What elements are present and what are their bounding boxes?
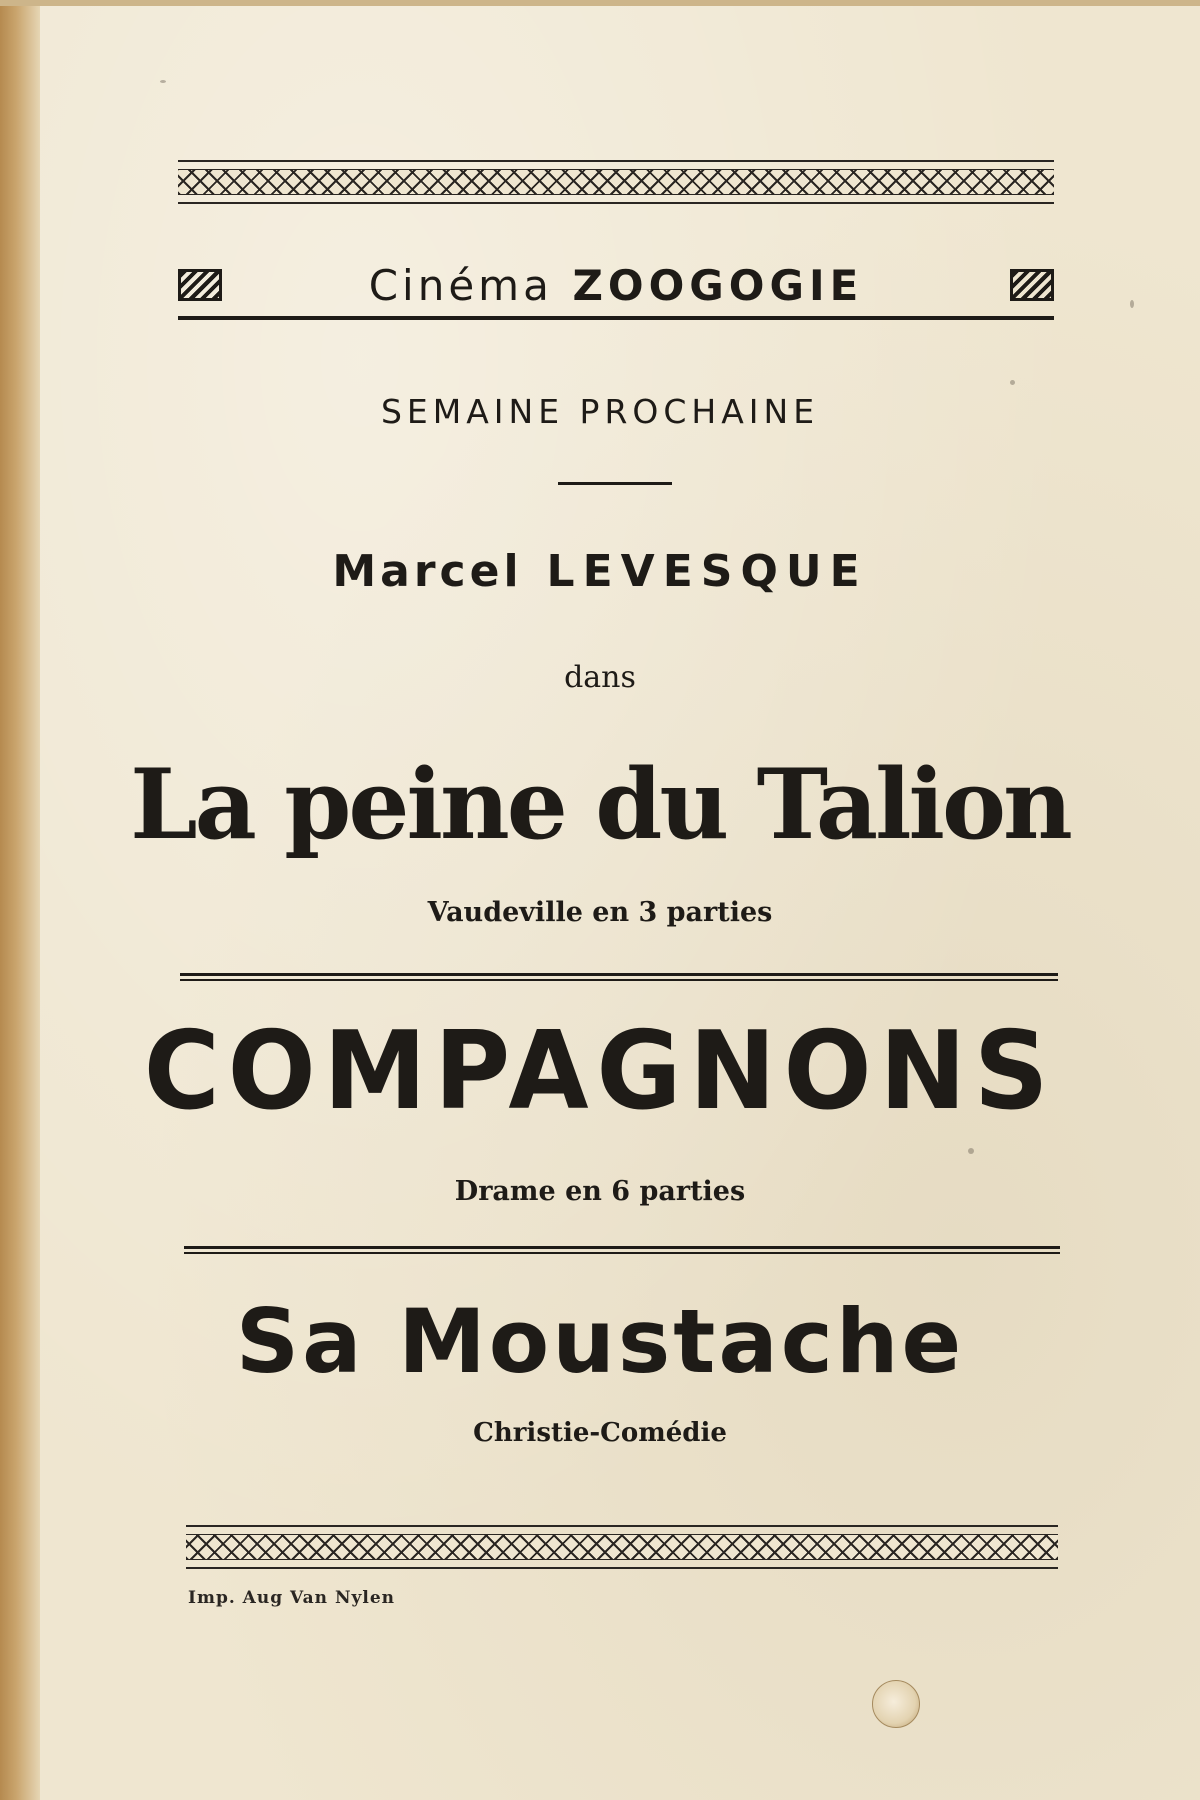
cinema-header xyxy=(178,263,1054,309)
art-nouveau-ornament-icon xyxy=(1010,269,1054,301)
ink-speck xyxy=(968,1148,974,1154)
section-divider xyxy=(180,973,1058,981)
ink-speck xyxy=(1130,300,1134,308)
announcement-heading: SEMAINE PROCHAINE xyxy=(380,392,820,431)
cinema-title xyxy=(369,263,864,309)
ink-speck xyxy=(1010,380,1015,385)
film-subtitle-3: Christie-Comédie xyxy=(473,1418,727,1448)
ornament-pattern xyxy=(186,1534,1058,1560)
header-rule xyxy=(178,316,1054,320)
ornament-pattern xyxy=(178,169,1054,195)
connector-word: dans xyxy=(564,660,636,695)
film-title-3: Sa Moustache xyxy=(235,1290,965,1393)
section-divider xyxy=(184,1246,1060,1254)
art-nouveau-ornament-icon xyxy=(178,269,222,301)
short-divider xyxy=(558,482,672,485)
cinema-name: ZOOGOGIE xyxy=(572,261,864,310)
printer-imprint: Imp. Aug Van Nylen xyxy=(188,1588,395,1608)
actor-first-name: Marcel xyxy=(332,546,523,597)
film-subtitle-2: Drame en 6 parties xyxy=(454,1176,746,1207)
aged-paper-top-edge xyxy=(0,0,1200,6)
actor-last-name: LEVESQUE xyxy=(546,546,868,597)
punch-hole xyxy=(872,1680,920,1728)
film-subtitle-1: Vaudeville en 3 parties xyxy=(427,897,773,928)
film-title-1: La peine du Talion xyxy=(130,748,1070,861)
film-title-2: COMPAGNONS xyxy=(143,1009,1057,1134)
ink-speck xyxy=(160,80,166,83)
ornamental-border-bottom xyxy=(186,1525,1058,1569)
ornamental-border-top xyxy=(178,160,1054,204)
actor-name xyxy=(0,546,1200,597)
cinema-word: Cinéma xyxy=(368,261,553,310)
